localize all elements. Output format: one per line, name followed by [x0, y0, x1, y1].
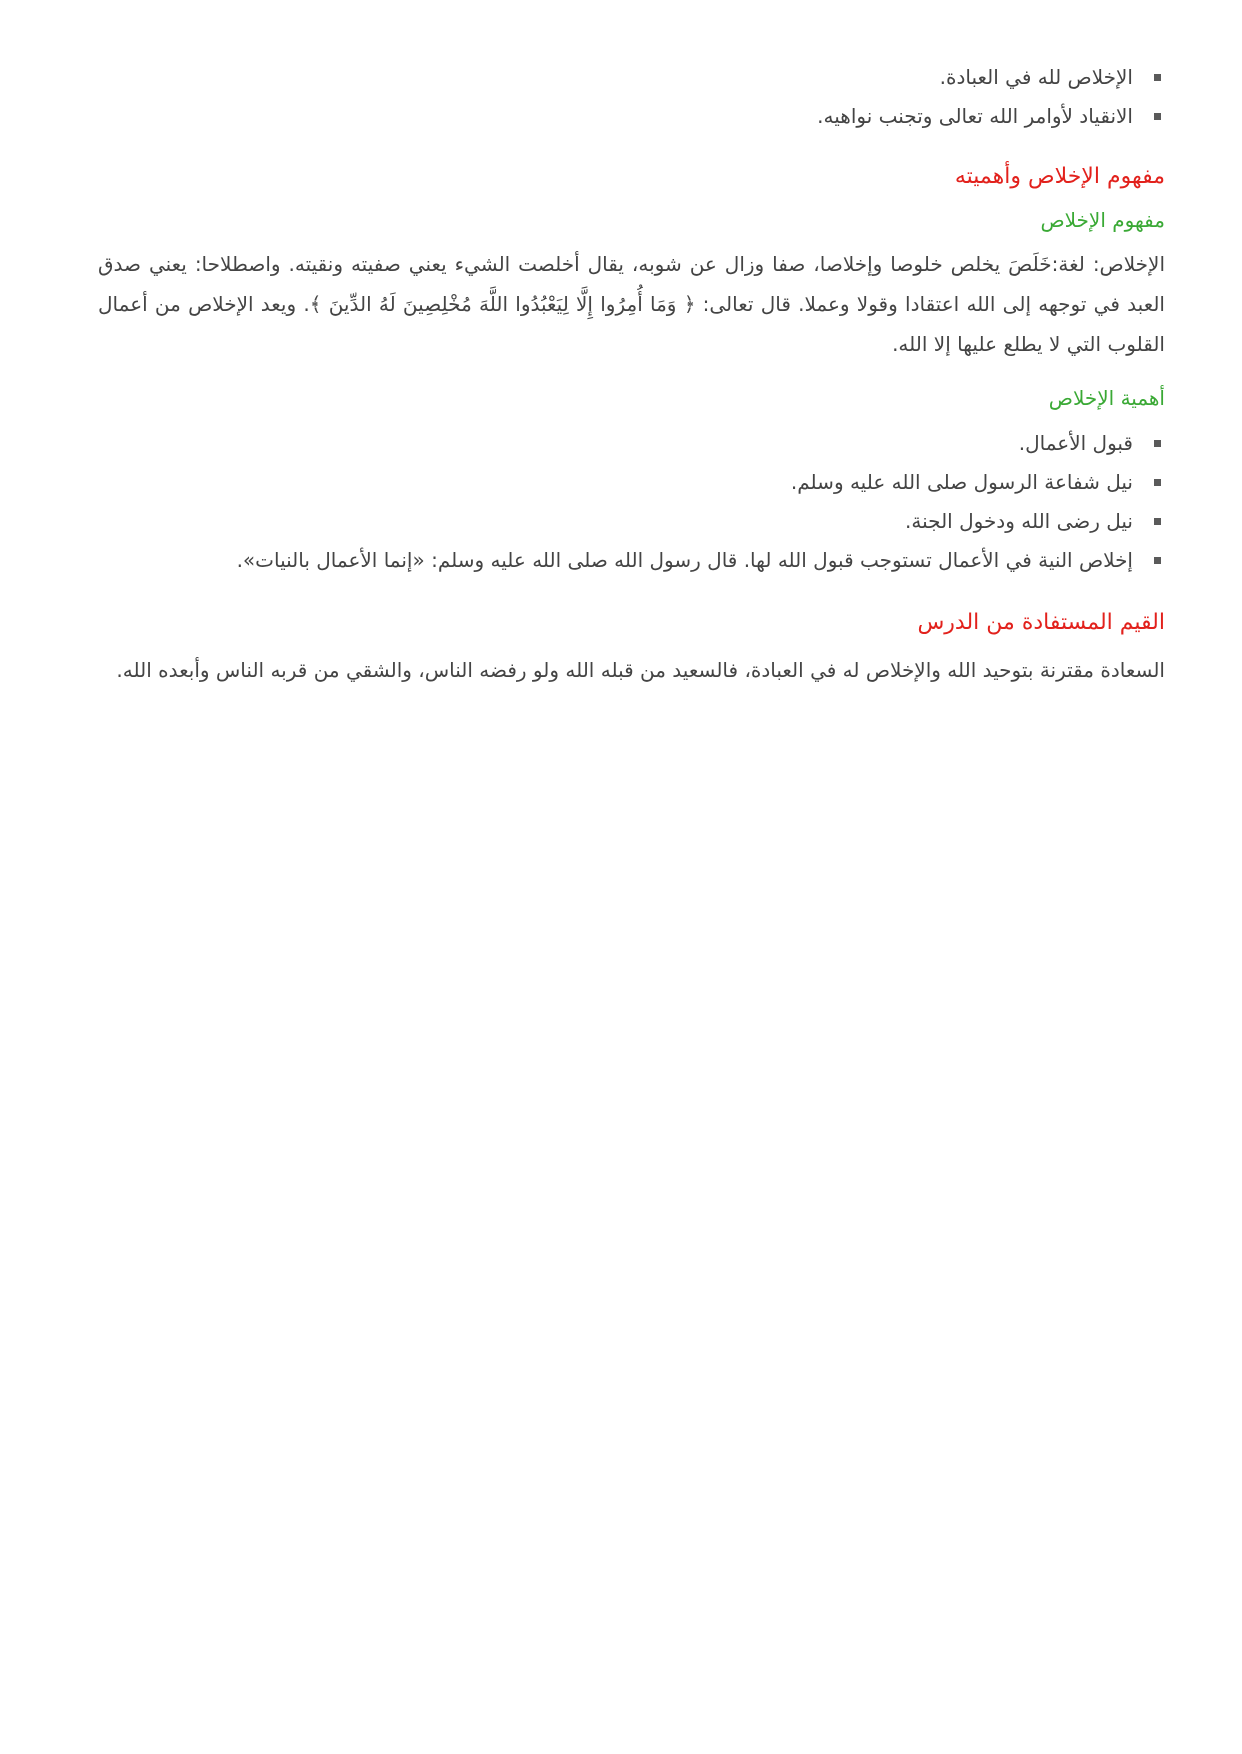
square-bullet-icon	[1154, 440, 1161, 447]
square-bullet-icon	[1154, 518, 1161, 525]
subheading-importance: أهمية الإخلاص	[1048, 386, 1165, 410]
section-heading-lesson-values: القيم المستفادة من الدرس	[917, 610, 1165, 635]
list-item	[98, 58, 1165, 97]
document-page	[98, 58, 1165, 690]
concept-paragraph: الإخلاص: لغة:خَلَصَ يخلص خلوصا وإخلاصا، صفا وزال عن شوبه، يقال أخلصت الشيء يعني صفيته ونقيته. واصطلاحا: يعني صدق العبد في توجهه إلى الله اعتقادا وقولا وعملا. قال تعالى: ﴿ وَمَا أُمِرُوا إِلَّا لِيَعْبُدُوا اللَّهَ مُخْلِصِينَ لَهُ الدِّينَ ﴾. ويعد الإخلاص من أعمال القلوب التي لا يطلع عليها إلا الله.	[98, 252, 1165, 356]
section-heading-concept-importance: مفهوم الإخلاص وأهميته	[954, 164, 1165, 189]
list-item-text: الانقياد لأوامر الله تعالى وتجنب نواهيه.	[817, 104, 1133, 128]
top-bullet-list	[98, 58, 1165, 136]
list-item-text: نيل رضى الله ودخول الجنة.	[905, 509, 1133, 533]
square-bullet-icon	[1154, 479, 1161, 486]
square-bullet-icon	[1154, 557, 1161, 564]
list-item-text: قبول الأعمال.	[1018, 431, 1133, 455]
importance-bullet-list	[98, 424, 1165, 580]
lesson-values-paragraph: السعادة مقترنة بتوحيد الله والإخلاص له في العبادة، فالسعيد من قبله الله ولو رفضه الناس، والشقي من قربه الناس وأبعده الله.	[116, 658, 1165, 682]
list-item-text: الإخلاص لله في العبادة.	[939, 65, 1133, 89]
list-item	[98, 541, 1165, 580]
list-item	[98, 502, 1165, 541]
list-item-text: إخلاص النية في الأعمال تستوجب قبول الله لها. قال رسول الله صلى الله عليه وسلم: «إنما الأعمال بالنيات».	[236, 548, 1133, 572]
square-bullet-icon	[1154, 74, 1161, 81]
square-bullet-icon	[1154, 113, 1161, 120]
list-item-text: نيل شفاعة الرسول صلى الله عليه وسلم.	[790, 470, 1133, 494]
list-item	[98, 424, 1165, 463]
list-item	[98, 97, 1165, 136]
list-item	[98, 463, 1165, 502]
subheading-concept: مفهوم الإخلاص	[1040, 208, 1165, 232]
